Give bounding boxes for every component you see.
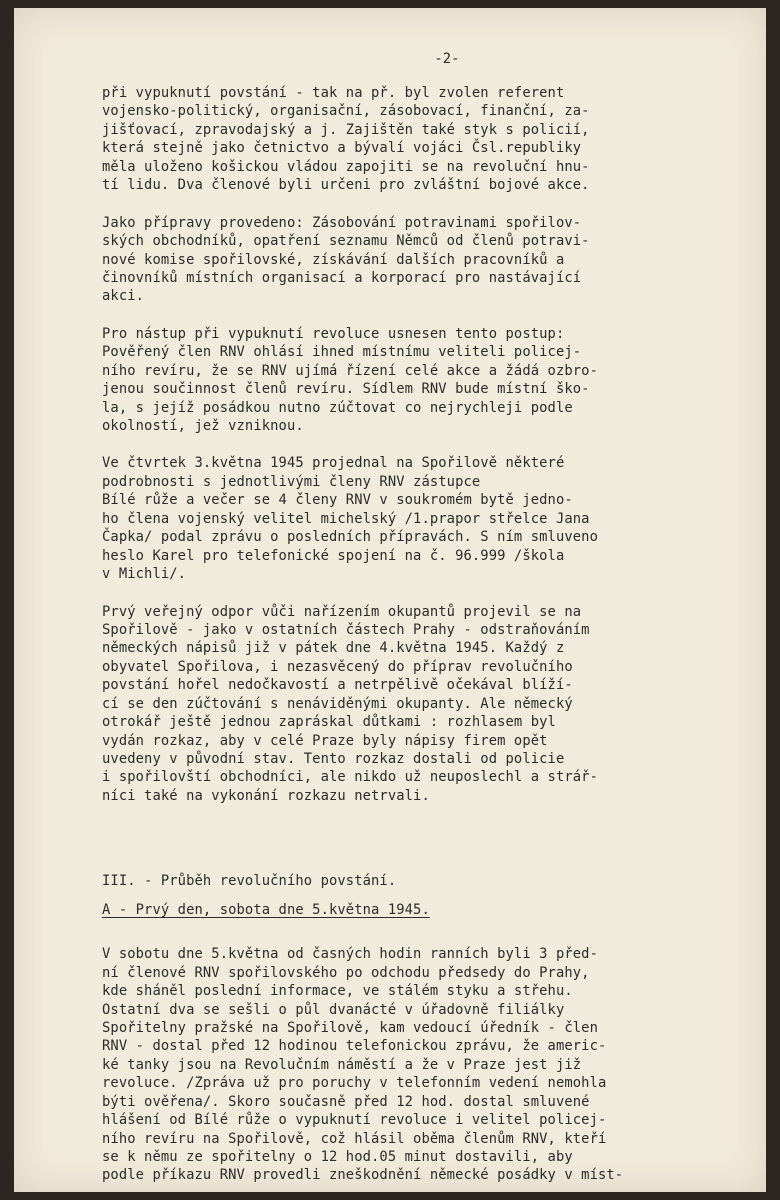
- text-line: Čapka/ podal zprávu o posledních přípravách. S ním smluveno: [102, 529, 598, 546]
- text-line: jišťovací, zpravodajský a j. Zajištěn také styk s policií,: [102, 121, 590, 138]
- document-sheet: [14, 8, 766, 1192]
- text-line: ního revíru, že se RNV ujímá řízení celé akce a žádá ozbro-: [102, 362, 598, 379]
- text-line: obyvatel Spořilova, i nezasvěcený do příprav revolučního: [102, 658, 573, 675]
- text-line: německých nápisů již v pátek dne 4.května 1945. Každý z: [102, 640, 565, 657]
- paragraph-last: [102, 945, 762, 1185]
- text-line: ního revíru na Spořilově, což hlásil oběma členům RNV, kteří: [102, 1130, 607, 1147]
- paragraph: [102, 325, 762, 436]
- text-line: Pro nástup při vypuknutí revoluce usnesen tento postup:: [102, 325, 565, 342]
- text-line: býti ověřena/. Skoro současně před 12 hod. dostal smluvené: [102, 1093, 590, 1110]
- text-line: hlášení od Bílé růže o vypuknutí revoluce i velitel policej-: [102, 1112, 607, 1129]
- text-line: Spořitelny pražské na Spořilově, kam vedoucí úředník - člen: [102, 1019, 598, 1036]
- text-line: Bílé růže a večer se 4 členy RNV v soukromém bytě jedno-: [102, 492, 573, 509]
- paragraph: [102, 603, 762, 806]
- text-line: Jako přípravy provedeno: Zásobování potravinami spořilov-: [102, 214, 582, 231]
- text-line: heslo Karel pro telefonické spojení na č. 96.999 /škola: [102, 547, 565, 564]
- text-line: ských obchodníků, opatření seznamu Němců od členů potravi-: [102, 233, 590, 250]
- section-spacer: [102, 824, 762, 872]
- text-line: Ve čtvrtek 3.května 1945 projednal na Spořilově některé: [102, 455, 565, 472]
- typed-page: [102, 48, 762, 1192]
- text-line: ho člena vojenský velitel michelský /1.prapor střelce Jana: [102, 510, 590, 527]
- text-line: níci také na vykonání rozkazu netrvali.: [102, 787, 430, 804]
- text-line: Prvý veřejný odpor vůči nařízením okupantů projevil se na: [102, 603, 582, 620]
- text-line: ní členové RNV spořilovského po odchodu předsedy do Prahy,: [102, 964, 590, 981]
- subsection-heading-block: [102, 901, 762, 919]
- text-line: Pověřený člen RNV ohlásí ihned místnímu veliteli policej-: [102, 344, 582, 361]
- section-heading-block: [102, 872, 762, 890]
- text-line: jenou součinnost členů revíru. Sídlem RNV bude místní ško-: [102, 381, 590, 398]
- text-line: V sobotu dne 5.května od časných hodin ranních byli 3 před-: [102, 946, 598, 963]
- text-line: povstání hořel nedočkavostí a netrpělivě očekával blíží-: [102, 677, 573, 694]
- paragraph: [102, 214, 762, 306]
- text-line: podle příkazu RNV provedli zneškodnění německé posádky v míst-: [102, 1167, 624, 1184]
- text-line: RNV - dostal před 12 hodinou telefonickou zprávu, že americ-: [102, 1038, 607, 1055]
- text-line: i spořilovští obchodníci, ale nikdo už neuposlechl a strář-: [102, 769, 598, 786]
- text-line: tí lidu. Dva členové byli určeni pro zvláštní bojové akce.: [102, 177, 590, 194]
- text-line: Ostatní dva se sešli o půl dvanácté v úřadovně filiálky: [102, 1001, 565, 1018]
- text-line: okolností, jež vzniknou.: [102, 418, 304, 434]
- text-line: měla uloženo košickou vládou zapojiti se na revoluční hnu-: [102, 158, 590, 175]
- text-line: při vypuknutí povstání - tak na př. byl zvolen referent: [102, 85, 565, 101]
- text-line: otrokář ještě jednou zapráskal důtkami : rozhlasem byl: [102, 714, 556, 731]
- text-line: ké tanky jsou na Revolučním náměstí a že v Praze jest již: [102, 1056, 582, 1073]
- text-line: uvedeny v původní stav. Tento rozkaz dostali od policie: [102, 751, 565, 767]
- text-line: která stejně jako četnictvo a bývalí vojáci Čsl.republiky: [102, 140, 582, 157]
- text-line: nové komise spořilovské, získávání dalších pracovníků a: [102, 251, 565, 268]
- text-line: vydán rozkaz, aby v celé Praze byly nápisy firem opět: [102, 732, 548, 749]
- page-number: -2-: [434, 51, 460, 67]
- text-line: v Michli/.: [102, 566, 187, 583]
- text-line: činovníků místních organisací a korporací pro nastávající: [102, 269, 582, 286]
- text-line: kde sháněl poslední informace, ve stálém styku a střehu.: [102, 983, 573, 1000]
- text-line: Spořilově - jako v ostatních částech Prahy - odstraňováním: [102, 621, 590, 638]
- text-line: podrobnosti s jednotlivými členy RNV zástupce: [102, 473, 481, 490]
- text-line: la, s jejíž posádkou nutno zúčtovat co nejrychleji podle: [102, 399, 573, 416]
- subsection-heading: A - Prvý den, sobota dne 5.května 1945.: [102, 901, 430, 918]
- paragraph-list: [102, 84, 762, 805]
- paragraph: [102, 454, 762, 583]
- text-line: se k němu ze spořitelny o 12 hod.05 minut dostavili, aby: [102, 1149, 573, 1165]
- section-heading: III. - Průběh revolučního povstání.: [102, 873, 397, 890]
- text-line: akci.: [102, 288, 145, 305]
- text-line: vojensko-politický, organisační, zásobovací, finanční, za-: [102, 103, 590, 120]
- paragraph: [102, 84, 762, 195]
- text-line: revoluce. /Zpráva už pro poruchy v telefonním vedení nemohla: [102, 1075, 607, 1092]
- text-line: cí se den zúčtování s nenáviděnými okupanty. Ale německý: [102, 695, 573, 712]
